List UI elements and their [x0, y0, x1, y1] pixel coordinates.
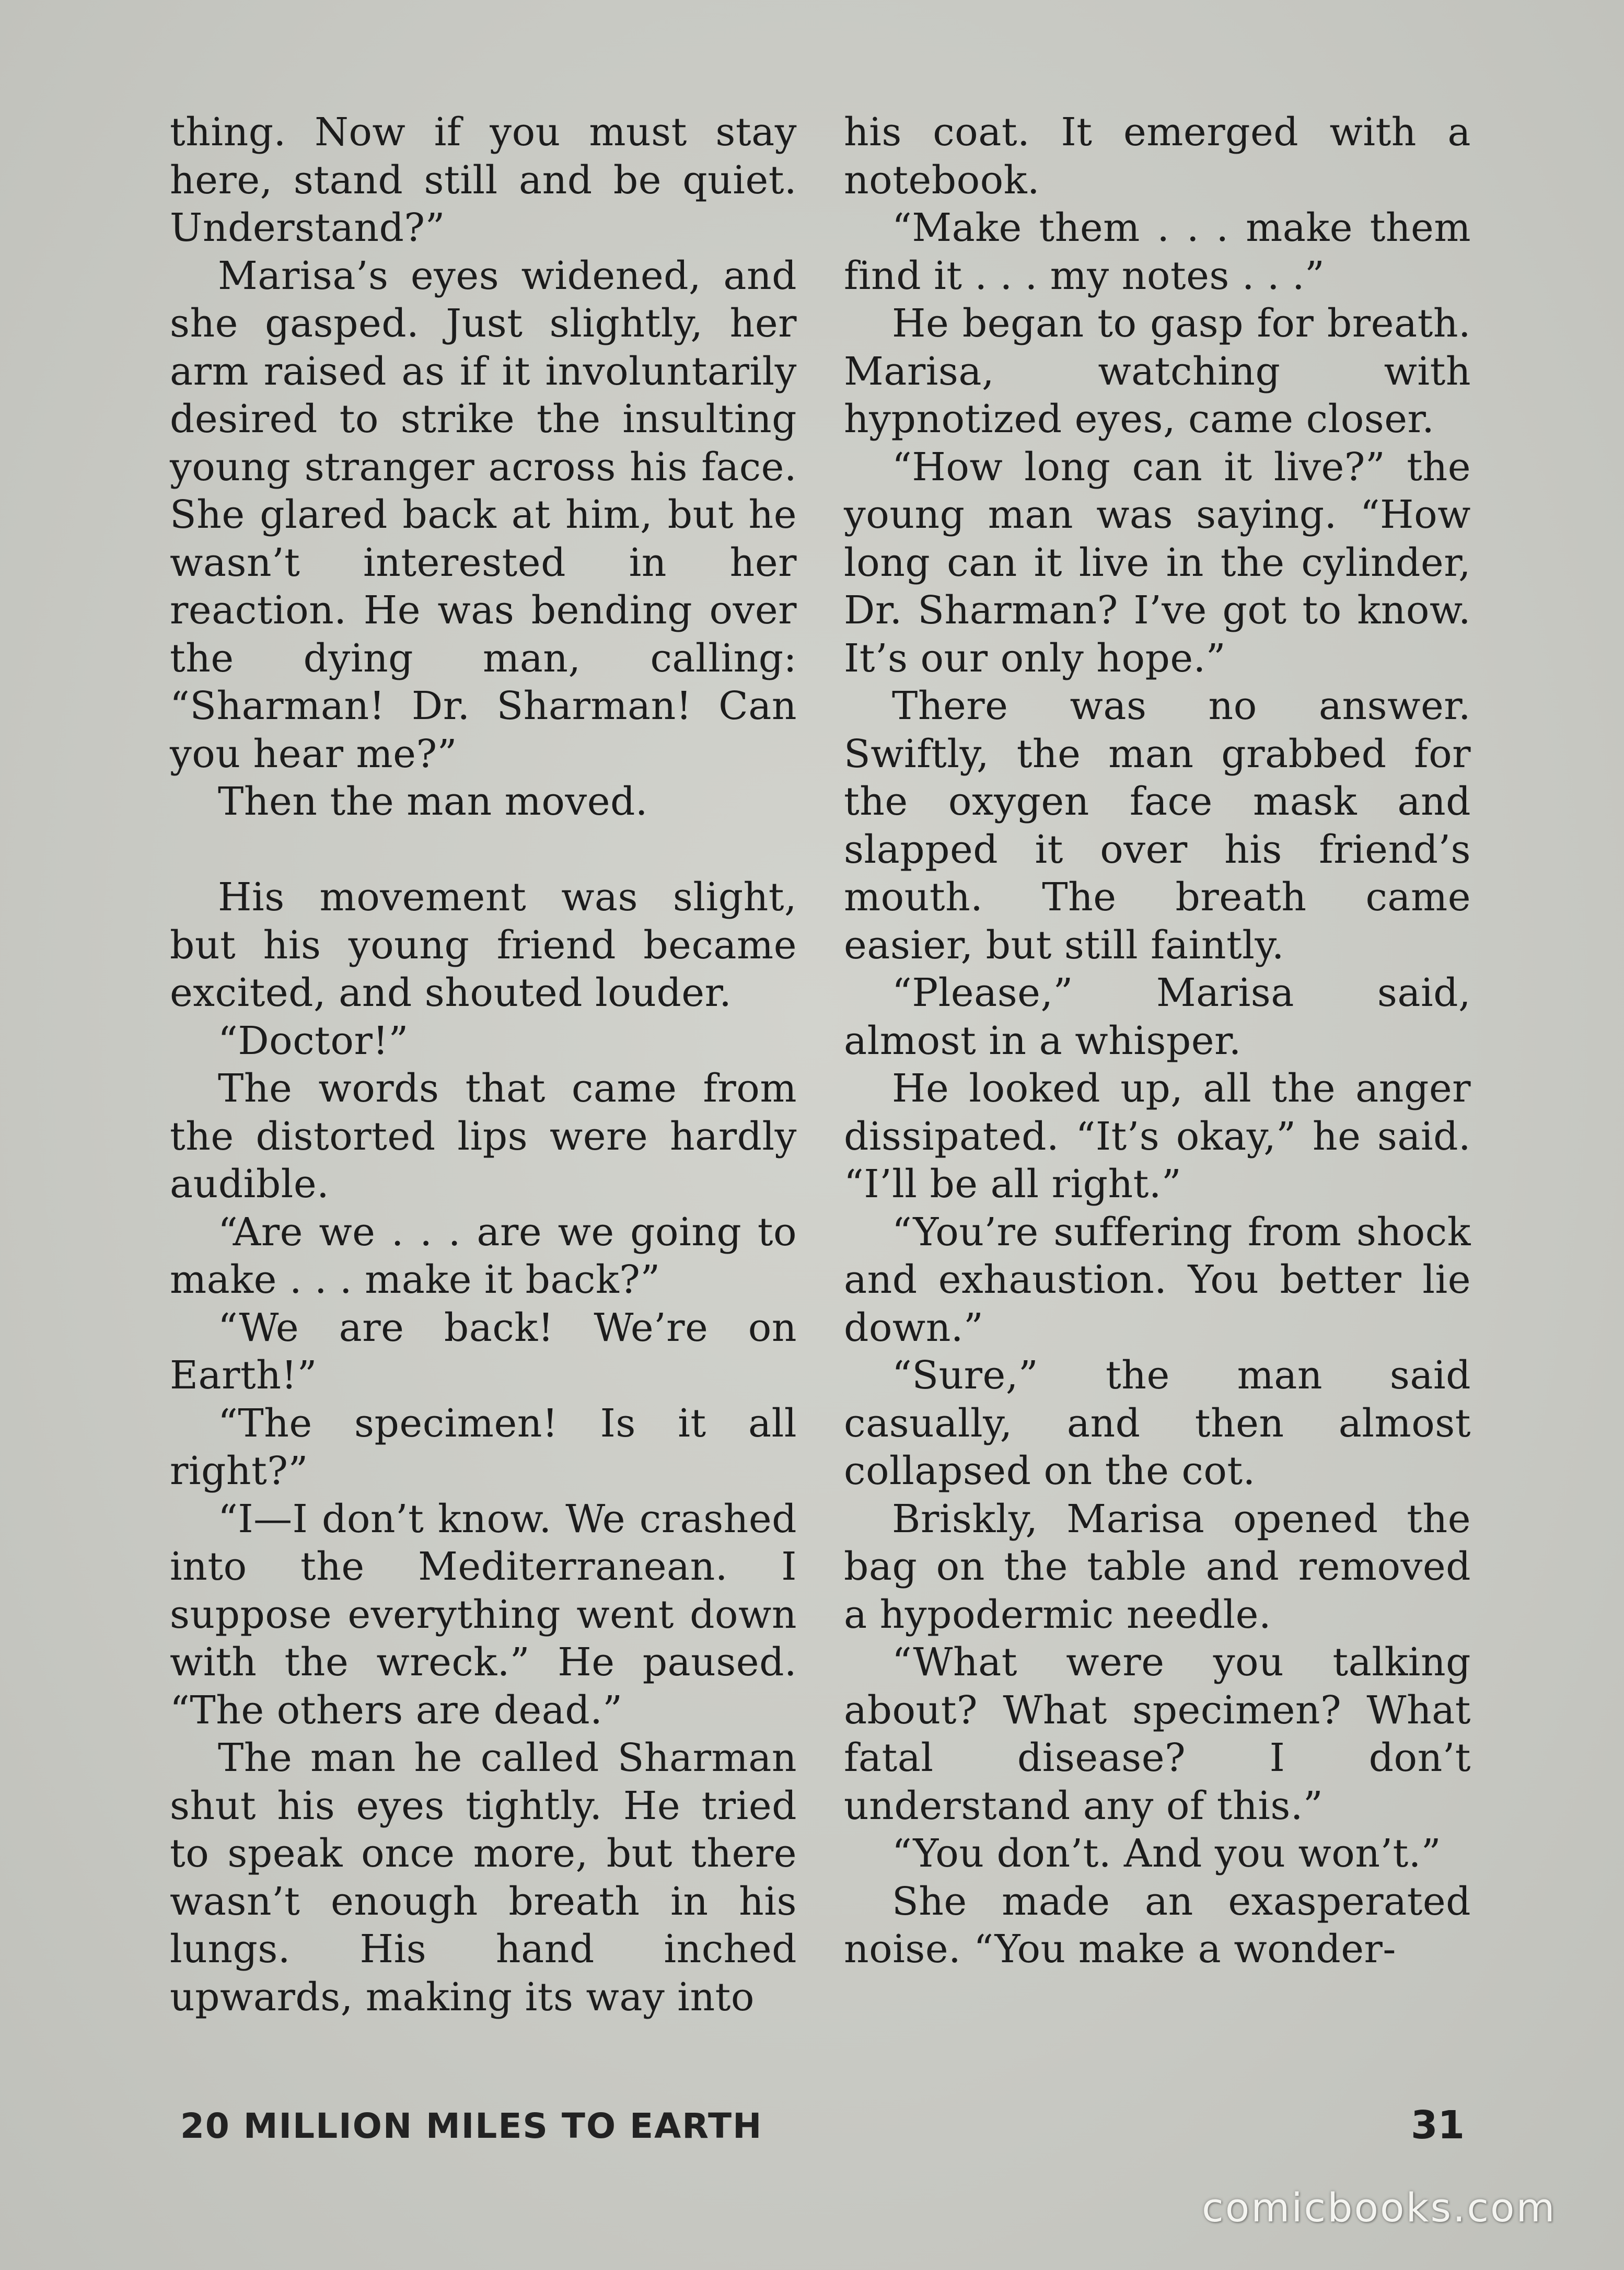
paragraph: “The specimen! Is it all right?”: [170, 1400, 797, 1493]
paragraph: “We are back! We’re on Earth!”: [170, 1305, 797, 1398]
text-column-left: [170, 109, 797, 2021]
running-footer-title: 20 MILLION MILES TO EARTH: [180, 2106, 763, 2146]
paragraph: There was no answer. Swiftly, the man grabbed for the oxygen face mask and slapped it over his friend’s mouth. The breath came easier, but still faintly.: [844, 684, 1471, 968]
page-number: 31: [1411, 2103, 1465, 2148]
paragraph: thing. Now if you must stay here, stand still and be quiet. Understand?”: [170, 110, 797, 250]
paragraph: Then the man moved.: [218, 779, 648, 824]
paragraph: “How long can it live?” the young man was saying. “How long can it live in the cylinder, Dr. Sharman? I’ve got to know. It’s our only hope.”: [844, 444, 1471, 681]
paragraph: She made an exasperated noise. “You make a wonder-: [844, 1879, 1471, 1972]
paragraph: He looked up, all the anger dissipated. “It’s okay,” he said. “I’ll be all right.”: [844, 1066, 1471, 1207]
paragraph: “I—I don’t know. We crashed into the Mediterranean. I suppose everything went down with the wreck.” He paused. “The others are dead.”: [170, 1496, 797, 1733]
paragraph: “Make them . . . make them find it . . . my notes . . .”: [844, 205, 1471, 298]
paragraph: “Sure,” the man said casually, and then almost collapsed on the cot.: [844, 1353, 1471, 1493]
paragraph: His movement was slight, but his young friend became excited, and shouted louder.: [170, 875, 797, 1015]
paragraph: He began to gasp for breath. Marisa, watching with hypnotized eyes, came closer.: [844, 301, 1471, 442]
paragraph: “You don’t. And you won’t.”: [892, 1831, 1442, 1876]
text-column-right: [844, 109, 1471, 1974]
paragraph: Marisa’s eyes widened, and she gasped. Just slightly, her arm raised as if it involuntarily desired to strike the insulting young stranger across his face. She glared back at him, but he wasn’t interested in her reaction. He was bending over the dying man, calling: “Sharman! Dr. Sharman! Can you hear me?”: [170, 253, 797, 777]
paragraph: “What were you talking about? What specimen? What fatal disease? I don’t understand any of this.”: [844, 1640, 1471, 1828]
paragraph: The man he called Sharman shut his eyes tightly. He tried to speak once more, but there wasn’t enough breath in his lungs. His hand inched upwards, making its way into: [170, 1735, 797, 2020]
paragraph: “Please,” Marisa said, almost in a whisper.: [844, 970, 1471, 1063]
paragraph: Briskly, Marisa opened the bag on the table and removed a hypodermic needle.: [844, 1496, 1471, 1637]
paragraph: “Are we . . . are we going to make . . . make it back?”: [170, 1209, 797, 1302]
paragraph: his coat. It emerged with a notebook.: [844, 110, 1471, 203]
paragraph: “You’re suffering from shock and exhaustion. You better lie down.”: [844, 1209, 1471, 1350]
paragraph: “Doctor!”: [218, 1018, 409, 1063]
watermark: comicbooks.com: [1202, 2184, 1557, 2231]
paragraph: The words that came from the distorted lips were hardly audible.: [170, 1066, 797, 1207]
